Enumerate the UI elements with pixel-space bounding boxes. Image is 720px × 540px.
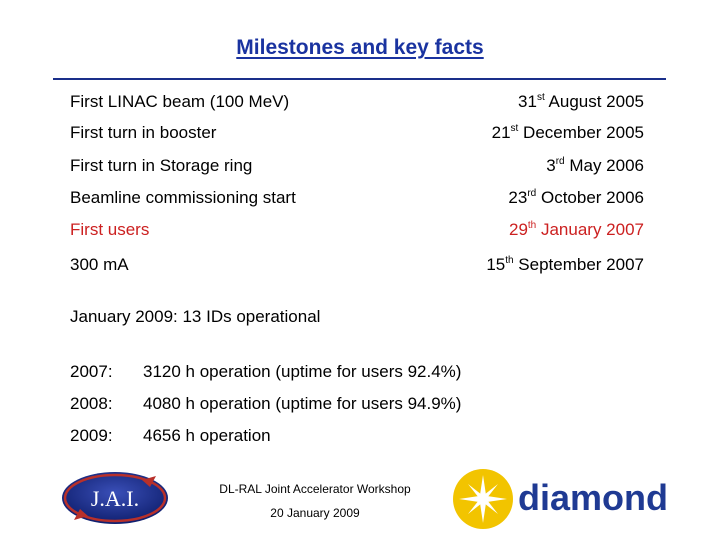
jai-logo (60, 470, 170, 526)
footer-date: 20 January 2009 (270, 506, 360, 520)
milestone-row-highlight (70, 218, 644, 242)
ids-operational-note: January 2009: 13 IDs operational (70, 307, 321, 326)
operation-text: 4080 h operation (uptime for users 94.9%) (143, 394, 462, 413)
title-divider (53, 78, 666, 80)
milestone-row (70, 154, 644, 178)
milestone-row (70, 186, 644, 210)
milestone-date: 15th September 2007 (486, 255, 644, 274)
operation-year: 2007: (70, 362, 113, 381)
milestone-event: Beamline commissioning start (70, 188, 296, 207)
milestone-event: First turn in booster (70, 123, 217, 142)
page-title: Milestones and key facts (236, 36, 484, 59)
milestone-event: First LINAC beam (100 MeV) (70, 92, 290, 111)
milestone-event: 300 mA (70, 255, 129, 274)
diamond-logo-text: diamond (518, 477, 668, 518)
milestone-event: First users (70, 220, 150, 239)
milestone-row (70, 121, 644, 145)
operation-year: 2008: (70, 394, 113, 413)
milestone-row (70, 90, 644, 114)
milestone-row (70, 253, 644, 277)
milestone-date: 29th January 2007 (508, 220, 644, 239)
operation-text: 4656 h operation (143, 426, 271, 445)
operation-year: 2009: (70, 426, 113, 445)
milestone-date: 31st August 2005 (518, 92, 644, 111)
operation-text: 3120 h operation (uptime for users 92.4%) (143, 362, 462, 381)
jai-logo-text: J.A.I. (90, 486, 140, 511)
milestone-date: 3rd May 2006 (546, 156, 644, 175)
milestone-date: 21st December 2005 (491, 123, 644, 142)
milestone-date: 23rd October 2006 (508, 188, 644, 207)
diamond-sun-icon (453, 469, 513, 529)
diamond-logo (450, 466, 670, 532)
footer-workshop: DL-RAL Joint Accelerator Workshop (219, 482, 411, 496)
milestone-event: First turn in Storage ring (70, 156, 253, 175)
